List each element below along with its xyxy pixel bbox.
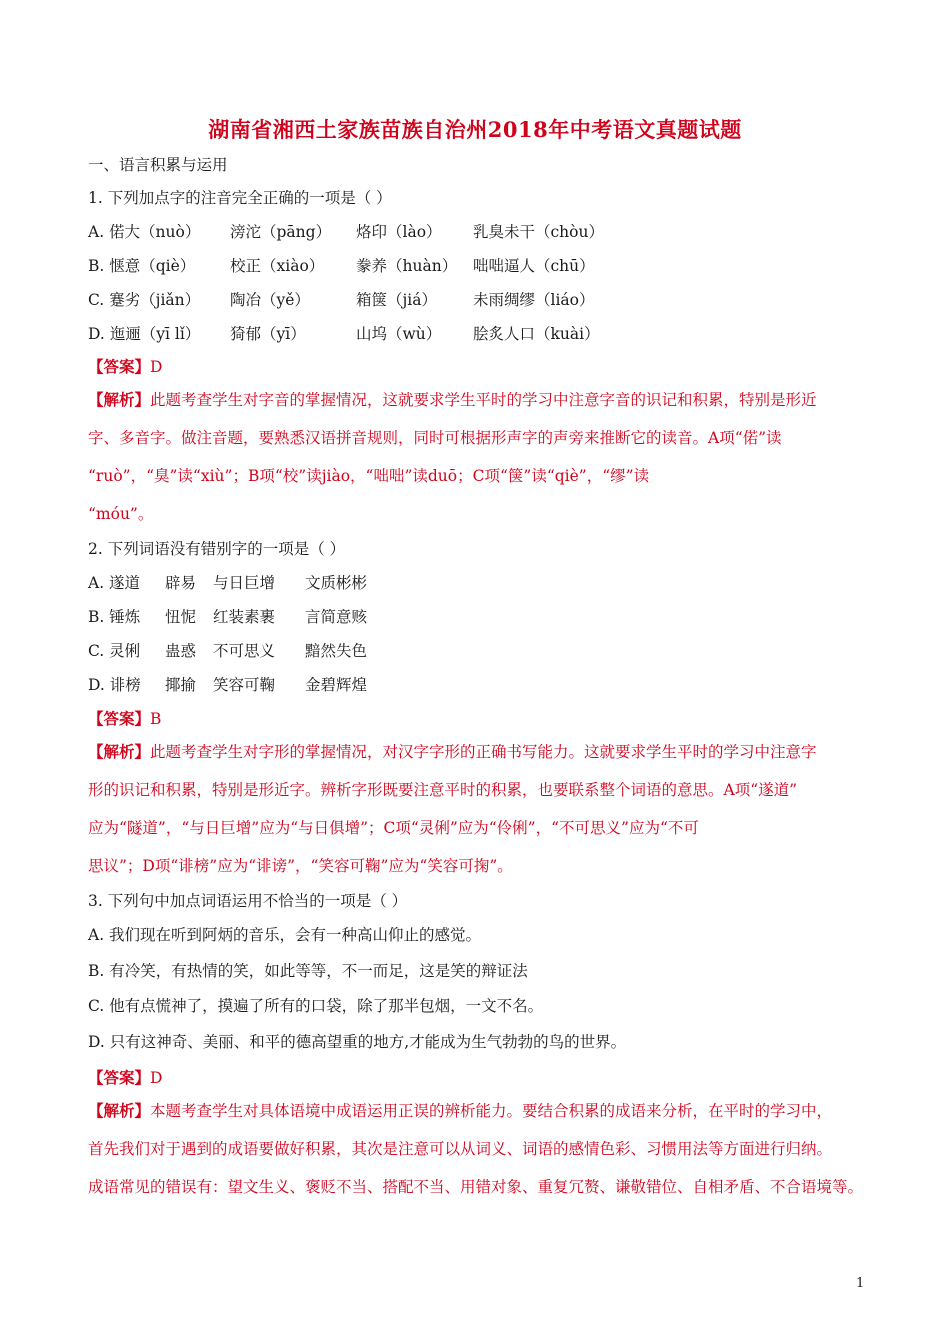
option-word: 红装素裹 <box>213 608 276 626</box>
analysis-text: 此题考查学生对字形的掌握情况，对汉字字形的正确书写能力。这就要求学生平时的学习中注意字 <box>150 743 817 761</box>
q1-analysis-line: 字、多音字。做注音题，要熟悉汉语拼音规则，同时可根据形声字的声旁来推断它的读音。A项“偌”读 <box>88 429 782 447</box>
q3-option-c: C. 他有点慌神了，摸遍了所有的口袋，除了那半包烟，一文不名。 <box>88 997 544 1015</box>
page-title: 湖南省湘西土家族苗族自治州2018年中考语文真题试题 <box>208 117 742 142</box>
answer-value: B <box>150 710 162 728</box>
q3-option-b: B. 有冷笑，有热情的笑，如此等等，不一而足，这是笑的辩证法 <box>88 962 528 980</box>
option-word: 辟易 <box>165 574 197 592</box>
option-word: 滂沱（pāng） <box>230 223 332 241</box>
q3-option-d: D. 只有这神奇、美丽、和平的德高望重的地方,才能成为生气勃勃的鸟的世界。 <box>88 1033 627 1051</box>
answer-value: D <box>150 1069 163 1087</box>
q2-analysis-line <box>88 742 817 762</box>
option-word: 脍炙人口（kuài） <box>473 325 600 343</box>
q2-analysis-line: 思议”；D项“诽榜”应为“诽谤”，“笑容可鞠”应为“笑容可掬”。 <box>88 857 513 875</box>
q2-analysis-line: 应为“隧道”，“与日巨增”应为“与日俱增”；C项“灵俐”应为“伶俐”，“不可思义”应为“不可 <box>88 819 699 837</box>
answer-value: D <box>150 358 163 376</box>
option-word: C. 蹇劣（jiǎn） <box>88 291 201 309</box>
option-word: 蛊惑 <box>165 642 197 660</box>
q2-option-d <box>88 675 367 695</box>
q3-analysis-line: 成语常见的错误有：望文生义、褒贬不当、搭配不当、用错对象、重复冗赘、谦敬错位、自相矛盾、不合语境等。 <box>88 1178 864 1196</box>
option-word: 金碧辉煌 <box>305 676 368 694</box>
option-word: 揶揄 <box>165 676 197 694</box>
option-word: 未雨绸缪（liáo） <box>473 291 595 309</box>
analysis-label: 【解析】 <box>88 390 151 409</box>
option-word: 猗郁（yī） <box>230 325 306 343</box>
q3-analysis-line: 首先我们对于遇到的成语要做好积累，其次是注意可以从词义、词语的感情色彩、习惯用法等方面进行归纳。 <box>88 1140 833 1158</box>
answer-label: 【答案】 <box>88 1068 151 1087</box>
option-word: 与日巨增 <box>213 574 276 592</box>
q3-analysis-line <box>88 1101 832 1121</box>
option-word: 黯然失色 <box>305 642 368 660</box>
option-word: B. 惬意（qiè） <box>88 257 196 275</box>
q1-analysis-line: “móu”。 <box>88 505 154 523</box>
option-word: C. 灵俐 <box>88 642 141 660</box>
option-word: 箱箧（jiá） <box>356 291 438 309</box>
option-word: 乳臭未干（chòu） <box>473 223 604 241</box>
analysis-label: 【解析】 <box>88 1101 151 1120</box>
option-word: 陶冶（yě） <box>230 291 310 309</box>
q3-option-a: A. 我们现在听到阿炳的音乐，会有一种高山仰止的感觉。 <box>88 926 482 944</box>
q2-answer <box>88 709 161 729</box>
q1-option-a <box>88 222 604 242</box>
option-word: D. 迤逦（yī lǐ） <box>88 325 201 343</box>
option-word: A. 遂道 <box>88 574 141 592</box>
option-word: 山坞（wù） <box>356 325 442 343</box>
q3-answer <box>88 1068 162 1088</box>
q1-option-c <box>88 290 595 310</box>
answer-label: 【答案】 <box>88 709 151 728</box>
section-heading: 一、语言积累与运用 <box>88 156 228 174</box>
option-word: 豢养（huàn） <box>356 257 458 275</box>
analysis-text: 本题考查学生对具体语境中成语运用正误的辨析能力。要结合积累的成语来分析，在平时的学习中， <box>150 1102 833 1120</box>
q2-option-b <box>88 607 367 627</box>
analysis-label: 【解析】 <box>88 742 151 761</box>
q1-analysis-line <box>88 390 817 410</box>
option-word: 文质彬彬 <box>305 574 368 592</box>
option-word: A. 偌大（nuò） <box>88 223 201 241</box>
page-number: 1 <box>856 1276 865 1291</box>
q1-option-d <box>88 324 600 344</box>
q3-stem: 3. 下列句中加点词语运用不恰当的一项是（ ） <box>88 892 408 910</box>
option-word: 忸怩 <box>165 608 197 626</box>
option-word: D. 诽榜 <box>88 676 141 694</box>
q1-answer <box>88 357 162 377</box>
option-word: 不可思义 <box>213 642 276 660</box>
option-word: 言简意赅 <box>305 608 368 626</box>
analysis-text: 此题考查学生对字音的掌握情况，这就要求学生平时的学习中注意字音的识记和积累，特别是形近 <box>150 391 817 409</box>
q2-option-a <box>88 573 367 593</box>
q2-stem: 2. 下列词语没有错别字的一项是（ ） <box>88 540 346 558</box>
q2-analysis-line: 形的识记和积累，特别是形近字。辨析字形既要注意平时的积累，也要联系整个词语的意思。A项“遂道” <box>88 781 798 799</box>
option-word: 校正（xiào） <box>230 257 325 275</box>
answer-label: 【答案】 <box>88 357 151 376</box>
q1-stem: 1. 下列加点字的注音完全正确的一项是（ ） <box>88 189 392 207</box>
option-word: B. 锤炼 <box>88 608 141 626</box>
option-word: 笑容可鞠 <box>213 676 276 694</box>
option-word: 烙印（lào） <box>356 223 442 241</box>
q1-option-b <box>88 256 595 276</box>
option-word: 咄咄逼人（chū） <box>473 257 595 275</box>
q1-analysis-line: “ruò”，“臭”读“xiù”；B项“校”读jiào，“咄咄”读duō；C项“箧”读“qiè”，“缪”读 <box>88 467 650 485</box>
q2-option-c <box>88 641 367 661</box>
